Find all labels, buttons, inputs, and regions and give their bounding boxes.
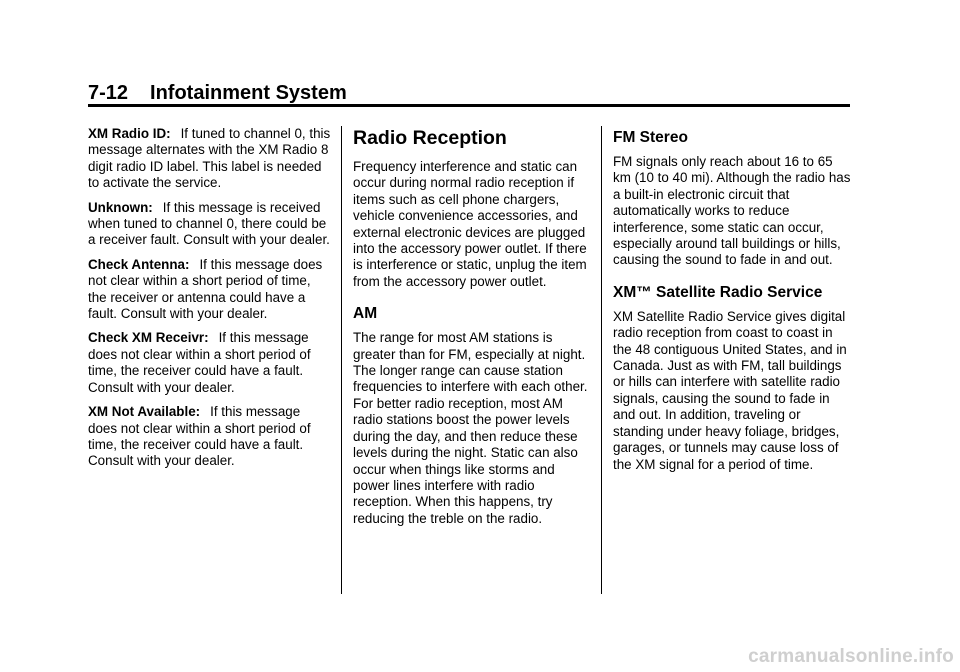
xm-satellite-text: XM Satellite Radio Service gives digital radio reception from coast to coast in the 48 contiguous United States, and in Canada. Just as with FM, tall buildings or hills can interfere with satellite radio signals, causing the sound to fade in and out. In addition, traveling or standing under heavy foliage, bridges, garages, or tunnels may cause loss of the XM signal for a period of time. [613, 308, 847, 472]
entry-xm-not-available [88, 404, 332, 470]
term-label: XM Not Available: [88, 404, 201, 420]
term-text: If this message is received when tuned to channel 0, there could be a receiver fault. Consult with your dealer. [88, 199, 330, 248]
term-label: Unknown: [88, 199, 153, 215]
header-rule [88, 104, 850, 107]
am-text: The range for most AM stations is greater than for FM, especially at night. The longer range can cause station frequencies to interfere with each other. For better radio reception, most AM radio stations boost the power levels during the day, and then reduce these levels during the night. Static can also occur when things like storms and power lines interfere with radio reception. When this happens, try reducing the treble on the radio. [353, 330, 588, 526]
watermark: carmanualsonline.info [748, 646, 954, 667]
entry-unknown [88, 200, 332, 249]
section-heading-xm-satellite: XM™ Satellite Radio Service [613, 283, 823, 301]
entry-check-antenna [88, 257, 332, 323]
section-heading-radio-reception: Radio Reception [353, 127, 507, 149]
section-heading-am: AM [353, 305, 378, 323]
section-heading-fm-stereo: FM Stereo [613, 129, 688, 146]
entry-check-xm-receivr [88, 330, 332, 396]
fm-stereo-text: FM signals only reach about 16 to 65 km (10 to 40 mi). Although the radio has a built-in electronic circuit that automatically works to reduce interference, some static can occur, especially around tall buildings or hills, causing the sound to fade in and out. [613, 154, 851, 268]
term-label: Check Antenna: [88, 256, 190, 272]
entry-xm-radio-id [88, 126, 332, 192]
radio-reception-text: Frequency interference and static can occur during normal radio reception if items such as cell phone chargers, vehicle convenience accessories, and external electronic devices are plugged into the accessory power outlet. If there is interference or static, unplug the item from the accessory power outlet. [353, 159, 587, 289]
term-text: If this message does not clear within a short period of time, the receiver or antenna could have a fault. Consult with your dealer. [88, 256, 323, 322]
term-text: If this message does not clear within a short period of time, the receiver could have a fault. Consult with your dealer. [88, 404, 311, 469]
term-label: XM Radio ID: [88, 126, 171, 141]
page-number: 7-12 [88, 82, 129, 104]
term-text: If tuned to channel 0, this message alternates with the XM Radio 8 digit radio ID label. This label is needed to activate the service. [88, 126, 331, 191]
column-divider [341, 126, 342, 594]
column-fm-xm [613, 126, 853, 481]
column-divider [601, 126, 602, 594]
term-label: Check XM Receivr: [88, 330, 209, 346]
page-header [88, 80, 850, 106]
column-status-messages [88, 126, 332, 478]
page-title: Infotainment System [150, 82, 347, 104]
term-text: If this message does not clear within a short period of time, the receiver could have a fault. Consult with your dealer. [88, 330, 311, 395]
column-radio-reception [353, 126, 593, 535]
